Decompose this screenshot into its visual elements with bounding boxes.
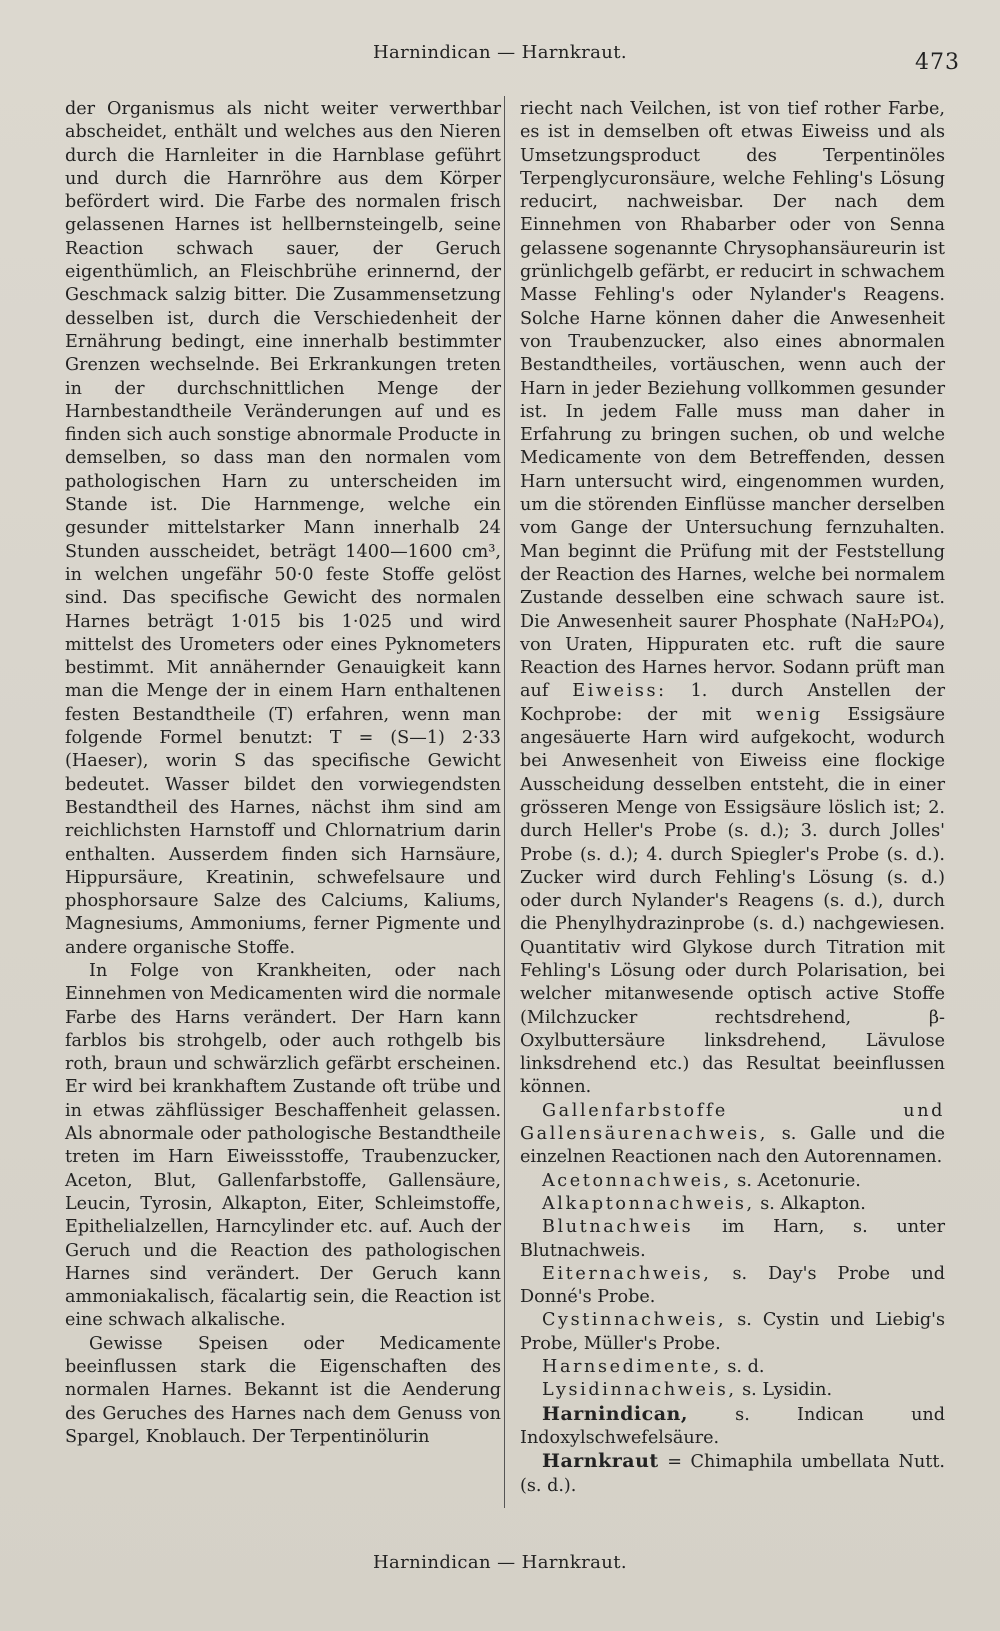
entry-text: s. Acetonurie. (737, 1170, 861, 1191)
entry-lysidin (520, 1379, 945, 1402)
running-head: Harnindican — Harnkraut. (372, 42, 628, 63)
page-number: 473 (915, 50, 960, 75)
entry-gallen (520, 1100, 945, 1170)
headword-harnkraut: Harnkraut (542, 1450, 659, 1473)
entry-term: Harnsedimente, (542, 1357, 722, 1378)
entry-text: s. Day's Probe und Donné's Probe. (520, 1263, 945, 1308)
entry-text: s. Galle und die einzelnen Reactionen nach den Autorennamen. (520, 1124, 945, 1168)
left-paragraph-2: In Folge von Krankheiten, oder nach Einnehmen von Medicamenten wird die normale Farbe des Harns verändert. Der Harn kann farblos bis strohgelb, oder auch rothgelb bis roth, braun und schwärzlich gefärbt erscheinen. Er wird bei krankhaftem Zustande oft trübe und in etwas zähflüssiger Beschaffenheit gelassen. Als abnormale oder pathologische Bestandtheile treten im Harn Eiweissstoffe, Traubenzucker, Aceton, Blut, Gallenfarbstoffe, Gallensäure, Leucin, Tyrosin, Alkapton, Eiter, Schleimstoffe, Epithelialzellen, Harncylinder etc. auf. Auch der Geruch und die Reaction des pathologischen Harnes sind verändert. Der Geruch kann ammoniakalisch, fäcalartig sein, die Reaction ist eine schwach alkalische. (65, 960, 501, 1331)
entry-term: Gallenfarbstoffe und Gallensäurenachweis, (520, 1100, 945, 1145)
entry-term: Alkaptonnachweis, (542, 1193, 755, 1214)
entry-term: Blutnachweis (542, 1217, 694, 1238)
entry-text: s. Indican und Indoxylschwefelsäure. (520, 1404, 946, 1448)
entry-text: s. d. (727, 1357, 765, 1378)
entry-harnkraut (520, 1450, 945, 1498)
right-paragraph-1-end: Essigsäure angesäuerte Harn wird aufgekocht, wodurch bei Anwesenheit von Eiweiss eine flockige Ausscheidung desselben entsteht, die in einer grösseren Menge von Essigsäure löslich ist; 2. durch Heller's Probe (s. d.); 3. durch Jolles' Probe (s. d.); 4. durch Spiegler's Probe (s. d.). Zucker wird durch Fehling's Lösung (s. d.) oder durch Nylander's Reagens (s. d.), durch die Phenylhydrazinprobe (s. d.) nachgewiesen. Quantitativ wird Glykose durch Titration mit Fehling's Lösung oder durch Polarisation, bei welcher mitanwesende optisch active Stoffe (Milchzucker rechtsdrehend, β-Oxylbuttersäure linksdrehend, Lävulose linksdrehend etc.) das Resultat beeinflussen können. (520, 704, 946, 1098)
entry-term: Acetonnachweis, (542, 1170, 732, 1191)
right-paragraph-1 (520, 98, 945, 1100)
entry-eiter (520, 1263, 945, 1310)
left-column (65, 98, 501, 1449)
entry-term: Lysidinnachweis, (542, 1380, 737, 1401)
entry-harnindican (520, 1403, 945, 1451)
wenig-emphasis: wenig (756, 704, 823, 725)
entry-cystin (520, 1309, 945, 1356)
left-paragraph-1: der Organismus als nicht weiter verwerthbar abscheidet, enthält und welches aus den Nieren durch die Harnleiter in die Harnblase geführt und durch die Harnröhre aus dem Körper befördert wird. Die Farbe des normalen frisch gelassenen Harnes ist hellbernsteingelb, seine Reaction schwach sauer, der Geruch eigenthümlich, an Fleischbrühe erinnernd, der Geschmack salzig bitter. Die Zusammensetzung desselben ist, durch die Verschiedenheit der Ernährung bedingt, eine innerhalb bestimmter Grenzen wechselnde. Bei Erkrankungen treten in der durchschnittlichen Menge der Harnbestandtheile Veränderungen auf und es finden sich auch sonstige abnormale Producte in demselben, so dass man den normalen vom pathologischen Harn zu unterscheiden im Stande ist. Die Harnmenge, welche ein gesunder mittelstarker Mann innerhalb 24 Stunden ausscheidet, beträgt 1400—1600 cm³, in welchen ungefähr 50·0 feste Stoffe gelöst sind. Das specifische Gewicht des normalen Harnes beträgt 1·015 bis 1·025 und wird mittelst des Urometers oder eines Pyknometers bestimmt. Mit annähernder Genauigkeit kann man die Menge der in einem Harn enthaltenen festen Bestandtheile (T) erfahren, wenn man folgende Formel benutzt: T = (S—1) 2·33 (Haeser), worin S das specifische Gewicht bedeutet. Wasser bildet den vorwiegendsten Bestandtheil des Harnes, nächst ihm sind am reichlichsten Harnstoff und Chlornatrium darin enthalten. Ausserdem finden sich Harnsäure, Hippursäure, Kreatinin, schwefelsaure und phosphorsaure Salze des Calciums, Kaliums, Magnesiums, Ammoniums, ferner Pigmente und andere organische Stoffe. (65, 99, 501, 958)
entry-alkapton (520, 1193, 945, 1216)
entry-text: s. Lysidin. (742, 1380, 833, 1401)
column-divider (504, 96, 505, 1508)
entry-aceton (520, 1170, 945, 1193)
entry-text: = Chimaphila umbellata Nutt. (s. d.). (520, 1452, 946, 1496)
right-paragraph-1-cont: 1. durch Anstellen der Kochprobe: der mit (520, 681, 945, 725)
left-paragraph-3: Gewisse Speisen oder Medicamente beeinflussen stark die Eigenschaften des normalen Harnes. Bekannt ist die Aenderung des Geruches des Harnes nach dem Genuss von Spargel, Knoblauch. Der Terpentinölurin (65, 1333, 501, 1447)
right-column (520, 98, 945, 1498)
entry-text: s. Cystin und Liebig's Probe, Müller's Probe. (520, 1310, 945, 1354)
eiweiss-heading: Eiweiss: (572, 681, 667, 702)
entry-text: im Harn, s. unter Blutnachweis. (520, 1217, 945, 1261)
headword-harnindican: Harnindican, (542, 1402, 688, 1425)
page-footer: Harnindican — Harnkraut. (372, 1552, 628, 1573)
right-paragraph-1-text: riecht nach Veilchen, ist von tief rother Farbe, es ist in demselben oft etwas Eiweiss und als Umsetzungsproduct des Terpentinöles Terpenglycuronsäure, welche Fehling's Lösung reducirt, nachweisbar. Der nach dem Einnehmen von Rhabarber oder von Senna gelassene sogenannte Chrysophansäureurin ist grünlichgelb gefärbt, er reducirt in schwachem Masse Fehling's oder Nylander's Reagens. Solche Harne können daher die Anwesenheit von Traubenzucker, also eines abnormalen Bestandtheiles, vortäuschen, wenn auch der Harn in jeder Beziehung vollkommen gesunder ist. In jedem Falle muss man daher in Erfahrung zu bringen suchen, ob und welche Medicamente von dem Betreffenden, dessen Harn untersucht wird, eingenommen wurden, um die störenden Einflüsse mancher derselben vom Gange der Untersuchung fernzuhalten. Man beginnt die Prüfung mit der Feststellung der Reaction des Harnes, welche bei normalem Zustande desselben eine schwach saure ist. Die Anwesenheit saurer Phosphate (NaH₂PO₄), von Uraten, Hippuraten etc. ruft die saure Reaction des Harnes hervor. Sodann prüft man auf (520, 99, 945, 702)
entry-harnsedimente (520, 1356, 945, 1379)
entry-term: Eiternachweis, (542, 1263, 712, 1284)
entry-text: s. Alkapton. (760, 1193, 866, 1214)
entry-term: Cystinnachweis, (542, 1310, 727, 1331)
entry-blut (520, 1216, 945, 1263)
